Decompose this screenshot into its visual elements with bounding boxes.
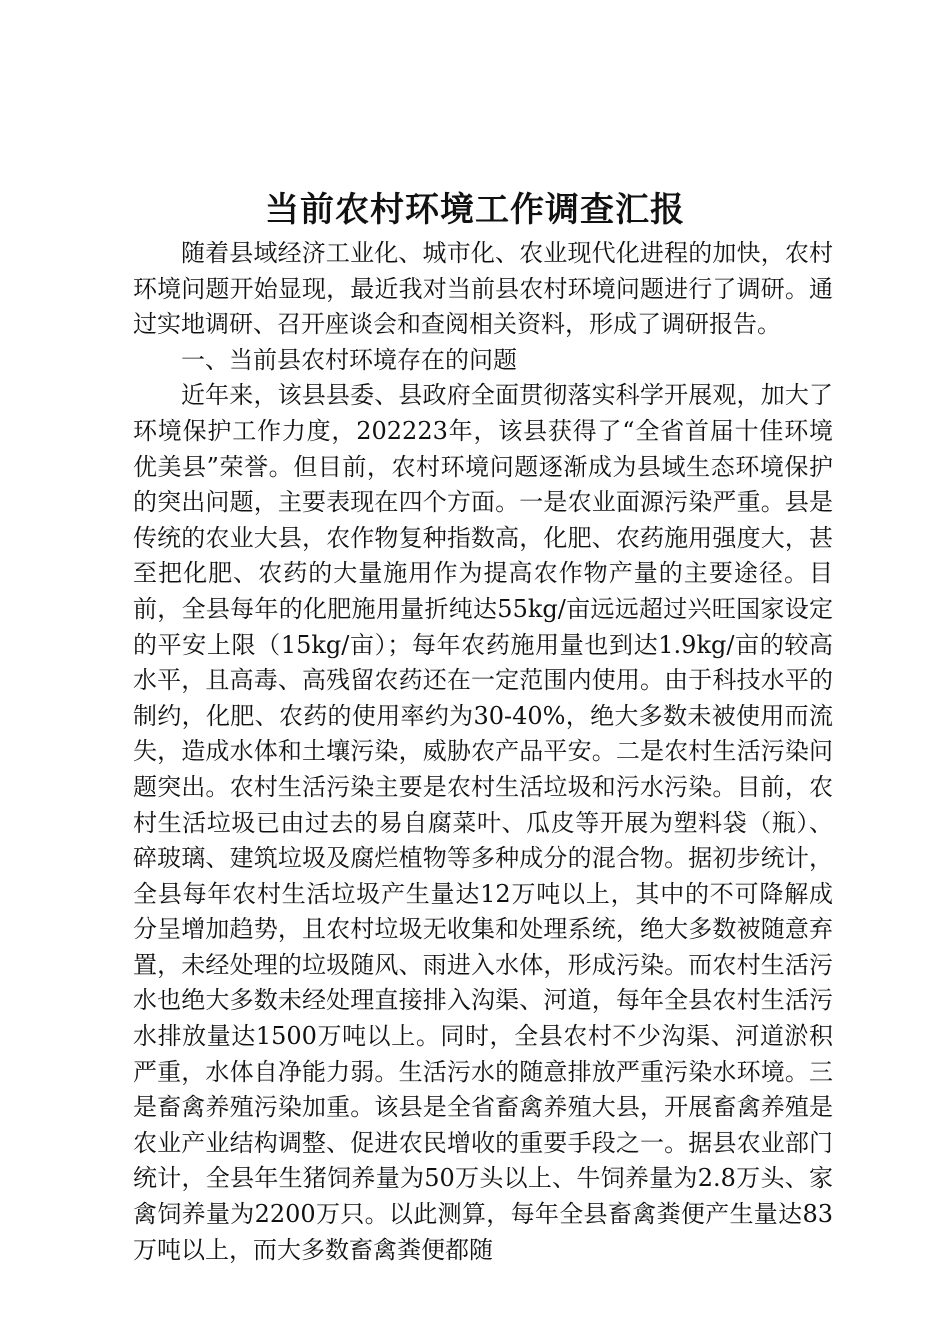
paragraph-intro: 随着县域经济工业化、城市化、农业现代化进程的加快，农村环境问题开始显现，最近我对当前县农村环境问题进行了调研。通过实地调研、召开座谈会和查阅相关资料，形成了调研报告。: [133, 239, 833, 339]
document-body: [133, 236, 833, 1268]
section-heading-1: 一、当前县农村环境存在的问题: [181, 345, 517, 374]
paragraph-problems: 近年来，该县县委、县政府全面贯彻落实科学开展观，加大了环境保护工作力度，202223年，该县获得了“全省首届十佳环境优美县”荣誉。但目前，农村环境问题逐渐成为县域生态环境保护的突出问题，主要表现在四个方面。一是农业面源污染严重。县是传统的农业大县，农作物复种指数高，化肥、农药施用强度大，甚至把化肥、农药的大量施用作为提高农作物产量的主要途径。目前，全县每年的化肥施用量折纯达55kg/亩远远超过兴旺国家设定的平安上限（15kg/亩）；每年农药施用量也到达1.9kg/亩的较高水平，且高毒、高残留农药还在一定范围内使用。由于科技水平的制约，化肥、农药的使用率约为30-40%，绝大多数未被使用而流失，造成水体和土壤污染，威胁农产品平安。二是农村生活污染问题突出。农村生活污染主要是农村生活垃圾和污水污染。目前，农村生活垃圾已由过去的易自腐菜叶、瓜皮等开展为塑料袋（瓶）、碎玻璃、建筑垃圾及腐烂植物等多种成分的混合物。据初步统计，全县每年农村生活垃圾产生量达12万吨以上，其中的不可降解成分呈增加趋势，且农村垃圾无收集和处理系统，绝大多数被随意弃置，未经处理的垃圾随风、雨进入水体，形成污染。而农村生活污水也绝大多数未经处理直接排入沟渠、河道，每年全县农村生活污水排放量达1500万吨以上。同时，全县农村不少沟渠、河道淤积严重，水体自净能力弱。生活污水的随意排放严重污染水环境。三是畜禽养殖污染加重。该县是全省畜禽养殖大县，开展畜禽养殖是农业产业结构调整、促进农民增收的重要手段之一。据县农业部门统计，全县年生猪饲养量为50万头以上、牛饲养量为2.8万头、家禽饲养量为2200万只。以此测算，每年全县畜禽粪便产生量达83万吨以上，而大多数畜禽粪便都随: [133, 381, 833, 1264]
document-title: 当前农村环境工作调查汇报: [265, 190, 685, 230]
